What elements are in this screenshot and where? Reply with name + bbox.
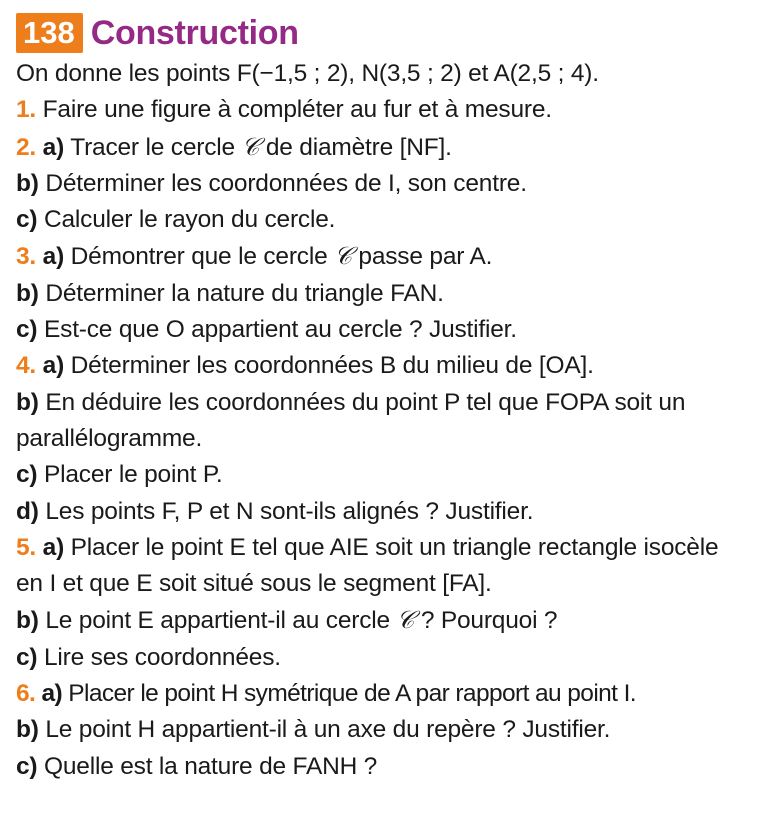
subquestion-label: a) [42,533,65,561]
question-text: Placer le point E tel que AIE soit un triangle rectangle isocèle en I et que E soit situé sous le segment [FA]. [16,533,719,598]
question-4d [16,494,760,530]
question-number: 3. [16,243,37,271]
question-text: Calculer le rayon du cercle. [44,206,336,234]
question-text: Tracer le cercle [70,133,235,161]
question-text: Quelle est la nature de FANH ? [44,752,378,780]
subquestion-label: a) [41,680,63,708]
subquestion-label: b) [16,169,39,197]
subquestion-label: c) [16,461,38,489]
question-3c [16,312,760,348]
subquestion-label: c) [16,643,38,671]
question-text: Est-ce que O appartient au cercle ? Justifier. [44,316,517,344]
question-number: 4. [16,352,37,380]
question-text: Les points F, P et N sont-ils alignés ? Justifier. [45,497,534,525]
question-text: Placer le point H symétrique de A par rapport au point I. [68,680,637,708]
question-4b [16,385,736,458]
circle-symbol: 𝒞 [334,241,352,271]
question-2c [16,202,760,238]
question-number: 6. [16,680,36,708]
question-5a [16,530,736,603]
question-5b [16,602,760,639]
question-1 [16,92,760,128]
question-6c [16,749,760,785]
question-5c [16,640,760,676]
question-text: Déterminer la nature du triangle FAN. [45,279,444,307]
question-3b [16,276,760,312]
question-text: Le point E appartient-il au cercle [45,607,390,635]
question-2b [16,166,760,202]
subquestion-label: b) [16,607,39,635]
circle-symbol: 𝒞 [396,605,415,635]
question-text: Déterminer les coordonnées B du milieu de [OA]. [70,352,594,380]
question-text: Le point H appartient-il à un axe du repère ? Justifier. [45,716,611,744]
question-text: passe par A. [358,243,493,271]
question-2a [16,129,760,166]
question-number: 1. [16,96,37,124]
subquestion-label: b) [16,388,39,416]
subquestion-label: c) [16,752,38,780]
subquestion-label: a) [42,133,65,161]
question-4c [16,457,760,493]
question-text: Démontrer que le cercle [70,243,328,271]
question-6b [16,712,760,748]
question-text: Déterminer les coordonnées de I, son centre. [45,169,527,197]
question-number: 2. [16,133,37,161]
question-number: 5. [16,533,37,561]
exercise-header [16,10,760,56]
subquestion-label: b) [16,279,39,307]
question-3a [16,238,760,275]
question-4a [16,348,760,384]
exercise-number: 138 [16,13,83,53]
subquestion-label: a) [42,352,65,380]
exercise-intro: On donne les points F(−1,5 ; 2), N(3,5 ; 2) et A(2,5 ; 4). [16,60,599,87]
question-6a [16,676,760,712]
question-text: ? Pourquoi ? [420,607,558,635]
subquestion-label: a) [42,243,65,271]
circle-symbol: 𝒞 [241,131,260,161]
question-text: de diamètre [NF]. [265,133,452,161]
question-text: Placer le point P. [44,461,223,489]
question-text: En déduire les coordonnées du point P tel que FOPA soit un parallélogramme. [16,388,686,452]
exercise-title: Construction [90,13,299,52]
subquestion-label: d) [16,497,39,525]
subquestion-label: c) [16,206,38,234]
question-text: Lire ses coordonnées. [44,643,281,671]
subquestion-label: b) [16,716,39,744]
subquestion-label: c) [16,316,38,344]
question-text: Faire une figure à compléter au fur et à mesure. [42,96,552,124]
